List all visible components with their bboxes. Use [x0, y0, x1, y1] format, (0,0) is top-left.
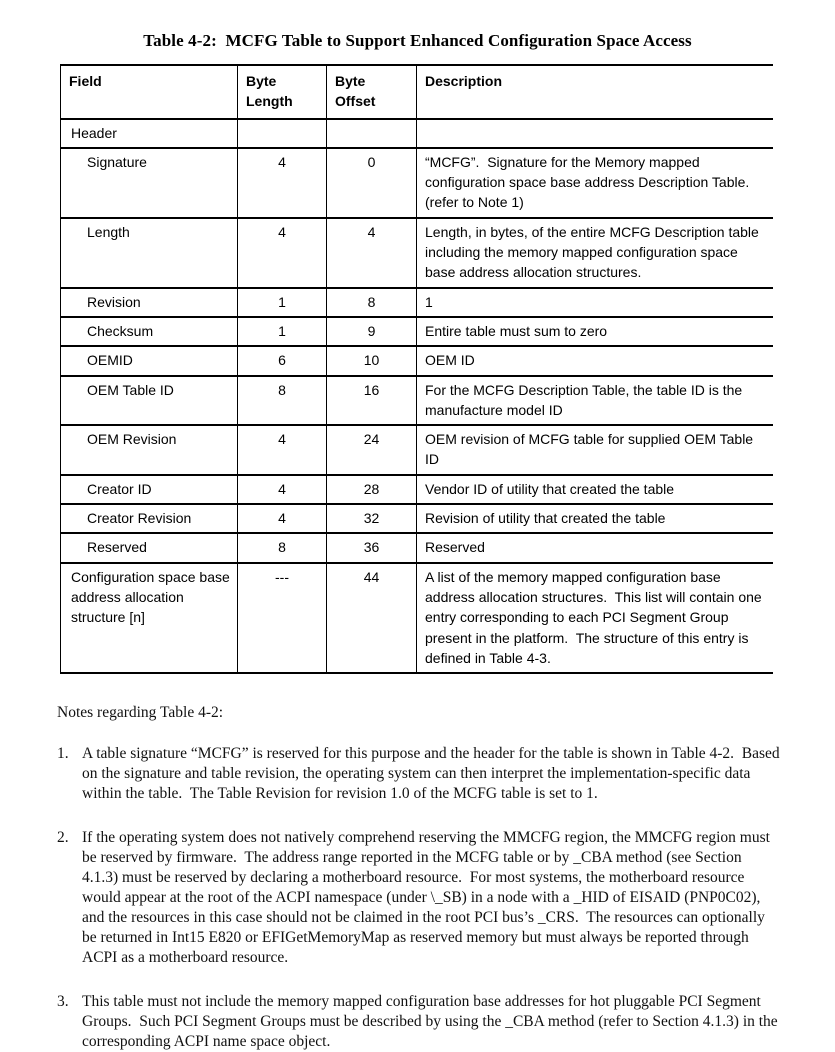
column-header-byte-length: Byte Length — [238, 65, 327, 119]
byte-offset-cell: 28 — [327, 475, 417, 504]
description-cell: For the MCFG Description Table, the table ID is the manufacture model ID — [417, 376, 773, 426]
table-row — [61, 533, 773, 562]
description-cell: OEM ID — [417, 346, 773, 375]
byte-offset-cell: 0 — [327, 148, 417, 218]
byte-offset-cell: 4 — [327, 218, 417, 288]
description-cell: OEM revision of MCFG table for supplied OEM Table ID — [417, 425, 773, 475]
table-row — [61, 425, 773, 475]
field-cell: Signature — [61, 148, 238, 218]
table-row — [61, 218, 773, 288]
field-cell: OEM Revision — [61, 425, 238, 475]
table-row — [61, 317, 773, 346]
field-cell: OEM Table ID — [61, 376, 238, 426]
byte-offset-cell: 9 — [327, 317, 417, 346]
description-cell: 1 — [417, 288, 773, 317]
field-cell: Header — [61, 119, 238, 148]
description-cell: Length, in bytes, of the entire MCFG Description table including the memory mapped configuration space base address allocation structures. — [417, 218, 773, 288]
description-cell: Entire table must sum to zero — [417, 317, 773, 346]
byte-offset-cell: 24 — [327, 425, 417, 475]
field-cell: Configuration space base address allocation structure [n] — [61, 563, 238, 673]
byte-length-cell: 8 — [238, 533, 327, 562]
byte-offset-cell: 32 — [327, 504, 417, 533]
note-number: 2. — [57, 829, 69, 847]
byte-offset-cell: 44 — [327, 563, 417, 673]
byte-length-cell: 6 — [238, 346, 327, 375]
mcfg-table — [60, 64, 773, 674]
note-number: 1. — [57, 745, 69, 763]
byte-length-cell: 4 — [238, 475, 327, 504]
note-text: A table signature “MCFG” is reserved for this purpose and the header for the table is shown in Table 4-2. Based on the signature and table revision, the operating system can then interpret the implementation-specific data within the table. The Table Revision for revision 1.0 of the MCFG table is set to 1. — [82, 745, 784, 803]
description-cell: Reserved — [417, 533, 773, 562]
field-cell: Creator Revision — [61, 504, 238, 533]
field-cell: OEMID — [61, 346, 238, 375]
field-cell: Length — [61, 218, 238, 288]
notes-section — [57, 703, 784, 1052]
table-row — [61, 475, 773, 504]
table-row — [61, 563, 773, 673]
byte-offset-cell — [327, 119, 417, 148]
description-cell: “MCFG”. Signature for the Memory mapped configuration space base address Description Table. (refer to Note 1) — [417, 148, 773, 218]
table-row — [61, 346, 773, 375]
description-cell: Revision of utility that created the table — [417, 504, 773, 533]
note-text: If the operating system does not natively comprehend reserving the MMCFG region, the MMCFG region must be reserved by firmware. The address range reported in the MCFG table or by _CBA method (see Section 4.1.3) must be reserved by declaring a motherboard resource. For most systems, the motherboard resource would appear at the root of the ACPI namespace (under \_SB) in a node with a _HID of EISAID (PNP0C02), and the resources in this case should not be claimed in the root PCI bus’s _CRS. The resources can optionally be returned in Int15 E820 or EFIGetMemoryMap as reserved memory but must always be reported through ACPI as a motherboard resource. — [82, 829, 774, 967]
byte-offset-cell: 36 — [327, 533, 417, 562]
byte-length-cell: 4 — [238, 425, 327, 475]
byte-length-cell: 1 — [238, 317, 327, 346]
description-cell — [417, 119, 773, 148]
table-header-row — [61, 65, 773, 119]
field-cell: Checksum — [61, 317, 238, 346]
description-cell: A list of the memory mapped configuration base address allocation structures. This list will contain one entry corresponding to each PCI Segment Group present in the platform. The structure of this entry is defined in Table 4-3. — [417, 563, 773, 673]
note-item — [57, 992, 780, 1052]
field-cell: Revision — [61, 288, 238, 317]
note-item — [57, 828, 780, 968]
byte-length-cell: 8 — [238, 376, 327, 426]
table-caption: Table 4-2: MCFG Table to Support Enhanced Configuration Space Access — [143, 31, 692, 50]
column-header-field: Field — [61, 65, 238, 119]
field-cell: Creator ID — [61, 475, 238, 504]
field-cell: Reserved — [61, 533, 238, 562]
byte-offset-cell: 16 — [327, 376, 417, 426]
byte-offset-cell: 10 — [327, 346, 417, 375]
table-row — [61, 119, 773, 148]
byte-length-cell: 1 — [238, 288, 327, 317]
byte-length-cell: --- — [238, 563, 327, 673]
notes-heading: Notes regarding Table 4-2: — [57, 704, 224, 722]
byte-length-cell: 4 — [238, 504, 327, 533]
table-row — [61, 148, 773, 218]
byte-length-cell — [238, 119, 327, 148]
table-row — [61, 376, 773, 426]
table-row — [61, 504, 773, 533]
description-cell: Vendor ID of utility that created the table — [417, 475, 773, 504]
column-header-description: Description — [417, 65, 773, 119]
byte-length-cell: 4 — [238, 148, 327, 218]
byte-length-cell: 4 — [238, 218, 327, 288]
note-item — [57, 744, 784, 804]
table-row — [61, 288, 773, 317]
note-number: 3. — [57, 993, 69, 1011]
note-text: This table must not include the memory mapped configuration base addresses for hot pluggable PCI Segment Groups. Such PCI Segment Groups must be described by using the _CBA method (refer to Section 4.1.3) in the corresponding ACPI name space object. — [82, 993, 782, 1051]
column-header-byte-offset: Byte Offset — [327, 65, 417, 119]
byte-offset-cell: 8 — [327, 288, 417, 317]
